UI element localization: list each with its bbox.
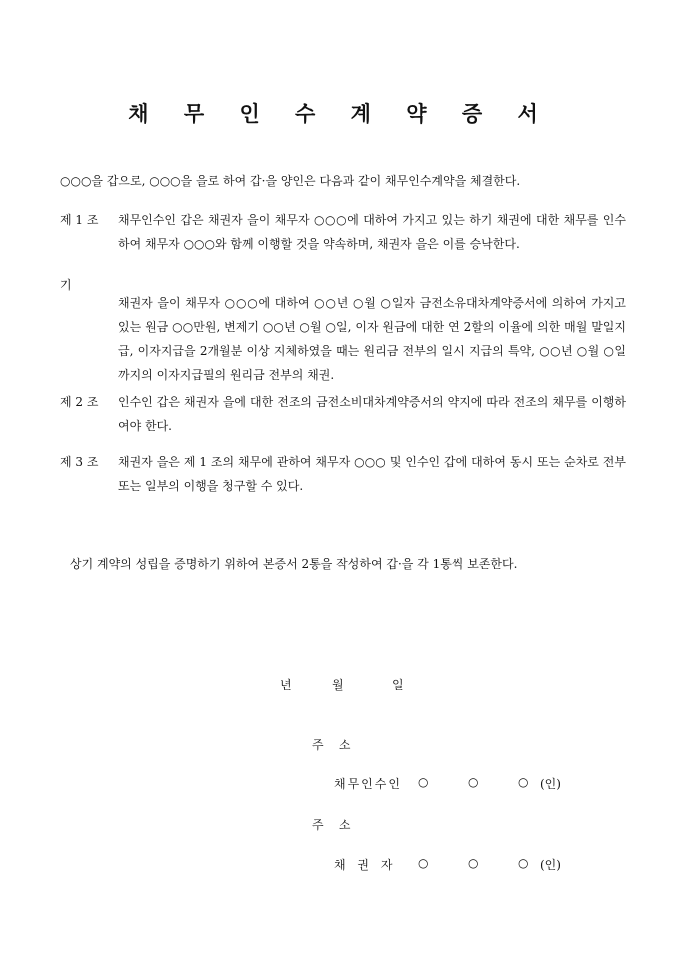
closing-paragraph: 상기 계약의 성립을 증명하기 위하여 본증서 2통을 작성하여 갑·을 각 1통씩 보존한다. (70, 557, 518, 571)
date-year: 년 (280, 678, 292, 692)
seal-mark: (인) (540, 858, 561, 872)
article-text: 채권자 을은 제 1 조의 채무에 관하여 채무자 ○○○ 및 인수인 갑에 대하여 동시 또는 순차로 전부 또는 일부의 이행을 청구할 수 있다. (118, 455, 626, 493)
debt-assumer-label: 채무인수인 (334, 777, 402, 791)
gi-paragraph: 채권자 을이 채무자 ○○○에 대하여 ○○년 ○월 ○일자 금전소유대차계약증서에 의하여 가지고 있는 원금 ○○만원, 변제기 ○○년 ○월 ○일, 이자 원금에 대한 연 2할의 이율에 의한 매월 말일지급, 이자지급을 2개월분 이상 지체하였을 때는 원리금 전부의 일시 지급의 특약, ○○년 ○월 ○일 까지의 이자지급필의 원리금 전부의 채권. (118, 296, 626, 382)
article-2 (0, 390, 680, 438)
name-mark: ○ (418, 775, 429, 789)
document-title: 채 무 인 수 계 약 증 서 (128, 102, 552, 126)
name-mark: ○ (418, 856, 429, 870)
article-3 (0, 450, 680, 498)
article-number: 제 1 조 (60, 213, 99, 227)
article-number: 제 2 조 (60, 395, 99, 409)
address-label: 주 소 (312, 738, 351, 752)
name-mark: ○ (518, 775, 529, 789)
name-mark: ○ (468, 856, 479, 870)
date-day: 일 (392, 678, 404, 692)
seal-mark: (인) (540, 777, 561, 791)
name-mark: ○ (518, 856, 529, 870)
gi-label: 기 (60, 278, 72, 292)
name-mark: ○ (468, 775, 479, 789)
address-label: 주 소 (312, 818, 351, 832)
article-text: 채무인수인 갑은 채권자 을이 채무자 ○○○에 대하여 가지고 있는 하기 채권에 대한 채무를 인수하여 채무자 ○○○와 함께 이행할 것을 약속하며, 채권자 을은 이를 승낙한다. (118, 213, 626, 251)
date-month: 월 (332, 678, 344, 692)
article-1 (0, 208, 680, 280)
intro-paragraph: ○○○을 갑으로, ○○○을 을로 하여 갑·을 양인은 다음과 같이 채무인수계약을 체결한다. (60, 174, 521, 188)
creditor-label: 채 권 자 (334, 858, 397, 872)
article-number: 제 3 조 (60, 455, 99, 469)
article-text: 인수인 갑은 채권자 을에 대한 전조의 금전소비대차계약증서의 약지에 따라 전조의 채무를 이행하여야 한다. (118, 395, 626, 433)
